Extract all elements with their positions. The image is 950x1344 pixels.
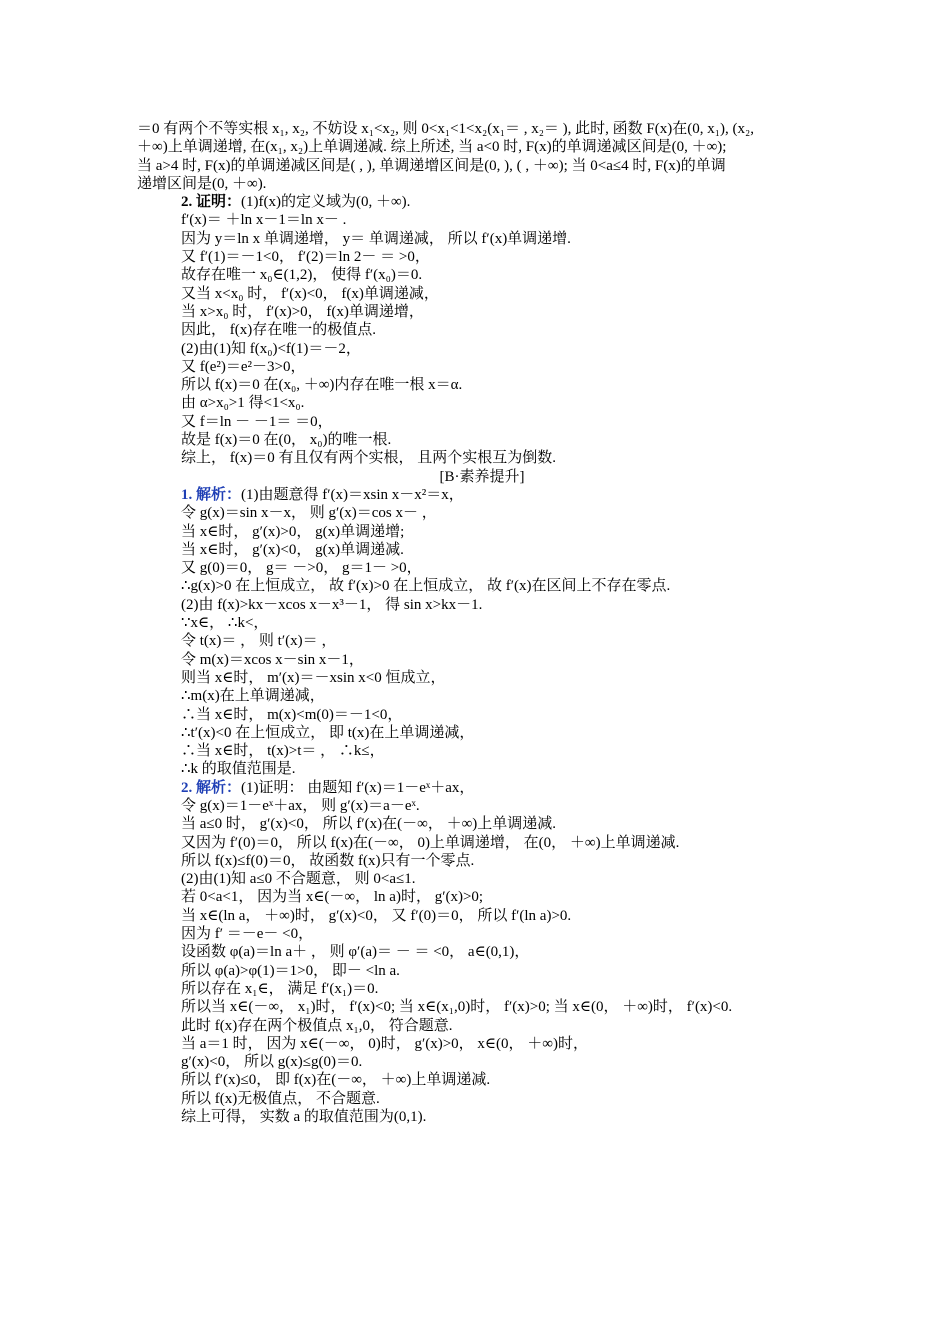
text-line [137, 632, 827, 650]
line-text: 又因为 f′(0)＝0， 所以 f(x)在(－∞， 0)上单调递增， 在(0， ＋∞)上单调递减. [181, 834, 680, 851]
section-heading [137, 468, 827, 486]
line-text: 综上， f(x)＝0 有且仅有两个实根， 且两个实根互为倒数. [181, 450, 556, 467]
text-line [137, 559, 827, 577]
line-text: g′(x)<0， 所以 g(x)≤g(0)＝0. [181, 1054, 363, 1071]
text-line [137, 779, 827, 797]
item-label: 2. 解析： [181, 779, 242, 796]
text-line [137, 175, 827, 193]
line-text: 当 x∈时， g′(x)>0， g(x)单调递增; [181, 523, 405, 540]
text-line [137, 980, 827, 998]
line-text: 因此， f(x)存在唯一的极值点. [181, 322, 376, 339]
text-line [137, 724, 827, 742]
text-line [137, 358, 827, 376]
text-line [137, 687, 827, 705]
text-line [137, 962, 827, 980]
line-text: f′(x)＝ ＋ln x－1＝ln x－ . [181, 212, 347, 229]
text-line [137, 523, 827, 541]
item-label: 1. 解析： [181, 486, 242, 503]
text-line [137, 120, 827, 138]
text-line [137, 797, 827, 815]
line-text: 所以 f(x)＝0 在(x₀, ＋∞)内存在唯一根 x＝α. [181, 377, 463, 394]
text-line [137, 614, 827, 632]
text-line [137, 394, 827, 412]
line-text: 由 α>x₀>1 得<1<x₀. [181, 395, 305, 412]
text-line [137, 303, 827, 321]
line-text: 此时 f(x)存在两个极值点 x₁,0， 符合题意. [181, 1017, 453, 1034]
text-line [137, 870, 827, 888]
text-line [137, 340, 827, 358]
text-line [137, 651, 827, 669]
text-line [137, 138, 827, 156]
text-line [137, 504, 827, 522]
line-text: (1)证明： 由题知 f′(x)＝1－eˣ＋ax， [241, 779, 475, 796]
line-text: [B·素养提升] [439, 468, 525, 485]
text-line [137, 285, 827, 303]
line-text: 所以存在 x₁∈， 满足 f′(x₁)＝0. [181, 980, 379, 997]
line-text: 当 a＝1 时， 因为 x∈(－∞， 0)时， g′(x)>0， x∈(0， ＋∞)时， [181, 1035, 588, 1052]
line-text: ∴t′(x)<0 在上恒成立， 即 t(x)在上单调递减， [181, 724, 475, 741]
line-text: 因为 y＝ln x 单调递增， y＝ 单调递减， 所以 f′(x)单调递增. [181, 230, 571, 247]
line-text: ∴当 x∈时， t(x)>t＝ ， ∴k≤， [181, 743, 385, 760]
item-label: 2. 证明： [181, 194, 242, 211]
line-text: (1)f(x)的定义域为(0, ＋∞). [241, 194, 411, 211]
text-line [137, 706, 827, 724]
text-line [137, 431, 827, 449]
line-text: 所以 f′(x)≤0， 即 f(x)在(－∞， ＋∞)上单调递减. [181, 1072, 491, 1089]
line-text: 递增区间是(0, ＋∞). [137, 175, 267, 192]
line-text: 又 f′(1)＝－1<0， f′(2)＝ln 2－ ＝ >0， [181, 249, 430, 266]
text-line [137, 211, 827, 229]
text-line [137, 413, 827, 431]
line-text: 令 g(x)＝1－eˣ＋ax， 则 g′(x)＝a－eˣ. [181, 797, 420, 814]
line-text: 当 x>x₀ 时， f′(x)>0， f(x)单调递增， [181, 303, 424, 320]
line-text: (2)由(1)知 f(x₀)<f(1)＝－2， [181, 340, 361, 357]
text-line [137, 669, 827, 687]
line-text: 故存在唯一 x₀∈(1,2)， 使得 f′(x₀)＝0. [181, 267, 423, 284]
line-text: ∴k 的取值范围是. [181, 761, 296, 778]
text-line [137, 1108, 827, 1126]
line-text: 当 a>4 时, F(x)的单调递减区间是( , ), 单调递增区间是(0, ), ( , ＋∞); 当 0<a≤4 时, F(x)的单调 [137, 157, 726, 174]
line-text: 当 x∈(ln a， ＋∞)时， g′(x)<0， 又 f′(0)＝0， 所以 f′(ln a)>0. [181, 907, 572, 924]
line-text: 当 a≤0 时， g′(x)<0， 所以 f′(x)在(－∞， ＋∞)上单调递减. [181, 816, 557, 833]
text-line [137, 248, 827, 266]
text-line [137, 760, 827, 778]
line-text: 又当 x<x₀ 时， f′(x)<0， f(x)单调递减， [181, 285, 439, 302]
line-text: (2)由 f(x)>kx－xcos x－x³－1， 得 sin x>kx－1. [181, 596, 483, 613]
text-line [137, 1090, 827, 1108]
text-line [137, 1035, 827, 1053]
line-text: ＋∞)上单调递增, 在(x₁, x₂)上单调递减. 综上所述, 当 a<0 时, F(x)的单调递减区间是(0, ＋∞); [137, 139, 727, 156]
text-line [137, 321, 827, 339]
line-text: 又 f(e²)＝e²－3>0， [181, 358, 306, 375]
text-line [137, 193, 827, 211]
line-text: 又 g(0)＝0， g＝ －>0， g＝1－ >0， [181, 560, 422, 577]
text-line [137, 230, 827, 248]
text-line [137, 888, 827, 906]
line-text: 所以当 x∈(－∞， x₁)时， f′(x)<0; 当 x∈(x₁,0)时， f′(x)>0; 当 x∈(0， ＋∞)时， f′(x)<0. [181, 999, 733, 1016]
text-line [137, 596, 827, 614]
text-line [137, 266, 827, 284]
text-line [137, 1017, 827, 1035]
line-text: 当 x∈时， g′(x)<0， g(x)单调递减. [181, 541, 404, 558]
line-text: 所以 f(x)无极值点， 不合题意. [181, 1090, 380, 1107]
text-line [137, 943, 827, 961]
text-line [137, 1071, 827, 1089]
line-text: 令 m(x)＝xcos x－sin x－1， [181, 651, 364, 668]
text-line [137, 541, 827, 559]
line-text: 又 f＝ln － －1＝ ＝0， [181, 413, 333, 430]
document-body [137, 120, 827, 1126]
line-text: ∵x∈， ∴k<， [181, 615, 269, 632]
text-line [137, 998, 827, 1016]
text-line [137, 449, 827, 467]
text-line [137, 907, 827, 925]
line-text: ＝0 有两个不等实根 x₁, x₂, 不妨设 x₁<x₂, 则 0<x₁<1<x₂(x₁＝ , x₂＝ ), 此时, 函数 F(x)在(0, x₁), (x₂, [137, 121, 754, 137]
line-text: (2)由(1)知 a≤0 不合题意， 则 0<a≤1. [181, 871, 416, 888]
line-text: 因为 f′ ＝－e－ <0， [181, 926, 314, 943]
line-text: 综上可得， 实数 a 的取值范围为(0,1). [181, 1109, 427, 1126]
text-line [137, 577, 827, 595]
text-line [137, 1053, 827, 1071]
text-line [137, 925, 827, 943]
text-line [137, 834, 827, 852]
line-text: 故是 f(x)＝0 在(0， x₀)的唯一根. [181, 432, 392, 449]
text-line [137, 852, 827, 870]
text-line [137, 376, 827, 394]
text-line [137, 742, 827, 760]
line-text: 所以 φ(a)>φ(1)＝1>0， 即－ <ln a. [181, 962, 400, 979]
line-text: ∴m(x)在上单调递减， [181, 688, 325, 705]
line-text: 若 0<a<1， 因为当 x∈(－∞， ln a)时， g′(x)>0; [181, 889, 484, 906]
line-text: ∴g(x)>0 在上恒成立， 故 f′(x)>0 在上恒成立， 故 f′(x)在区间上不存在零点. [181, 578, 671, 595]
text-line [137, 157, 827, 175]
line-text: 令 t(x)＝ ， 则 t′(x)＝ ， [181, 633, 337, 650]
line-text: 令 g(x)＝sin x－x， 则 g′(x)＝cos x－ ， [181, 505, 437, 522]
line-text: 设函数 φ(a)＝ln a＋ ， 则 φ′(a)＝ － ＝ <0， a∈(0,1)， [181, 944, 530, 961]
text-line [137, 486, 827, 504]
line-text: 则当 x∈时， m′(x)＝－xsin x<0 恒成立， [181, 669, 446, 686]
text-line [137, 815, 827, 833]
line-text: 所以 f(x)≤f(0)＝0， 故函数 f(x)只有一个零点. [181, 852, 475, 869]
line-text: (1)由题意得 f′(x)＝xsin x－x²＝x， [241, 486, 464, 503]
line-text: ∴当 x∈时， m(x)<m(0)＝－1<0， [181, 706, 403, 723]
